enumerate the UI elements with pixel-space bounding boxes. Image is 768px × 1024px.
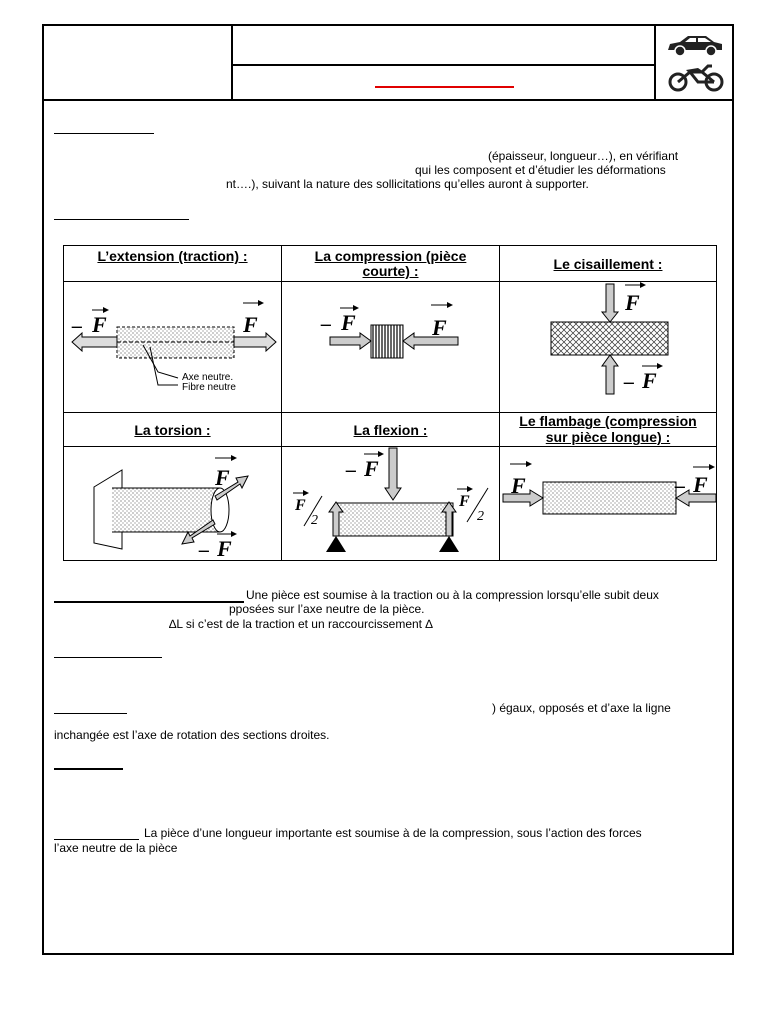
flexion-f-right: F xyxy=(459,493,470,510)
torsion-title: La torsion : xyxy=(134,422,211,438)
flambage-line-1: La pièce d’une longueur importante est soumise à de la compression, sous l’action des forces xyxy=(144,826,642,840)
extension-minus: – xyxy=(72,315,82,337)
compression-title-1: La compression (pièce xyxy=(314,248,467,264)
extension-f-right: F xyxy=(243,312,258,337)
extension-diagram xyxy=(71,303,276,385)
traction-line-1: Une pièce est soumise à la traction ou à la compression lorsqu’elle subit deux xyxy=(246,588,659,602)
traction-heading-underline xyxy=(54,601,244,603)
compression-title-2: courte) : xyxy=(362,263,419,279)
flexion-title: La flexion : xyxy=(353,422,428,438)
flambage-diagram xyxy=(503,464,716,514)
compression-diagram xyxy=(320,305,458,358)
extension-label-fibre: Fibre neutre xyxy=(182,382,236,393)
torsion-f-bottom: F xyxy=(217,536,232,561)
traction-line-3: ∆L si c’est de la traction et un raccourcissement ∆ xyxy=(169,617,433,631)
cisaillement-heading-underline xyxy=(54,657,162,658)
cisaillement-title: Le cisaillement : xyxy=(553,256,663,272)
torsion-diagram xyxy=(94,458,248,561)
flambage-title-1: Le flambage (compression xyxy=(519,413,697,429)
flexion-f-center: F xyxy=(364,456,379,481)
flexion-half-right: 2 xyxy=(477,509,484,524)
flexion-diagram xyxy=(293,448,488,552)
traction-line-2: pposées sur l’axe neutre de la pièce. xyxy=(229,602,425,616)
flexion-half-left: 2 xyxy=(311,513,318,528)
flambage-line-2: l’axe neutre de la pièce xyxy=(54,841,178,855)
cisaillement-minus: – xyxy=(624,371,634,393)
extension-title: L’extension (traction) : xyxy=(97,248,248,264)
cisaillement-f-bottom: F xyxy=(642,368,657,393)
cisaillement-f-top: F xyxy=(625,290,640,315)
torsion-line-1: ) égaux, opposés et d’axe la ligne xyxy=(492,701,671,715)
intro-line-3: nt….), suivant la nature des sollicitations qu’elles auront à supporter. xyxy=(226,177,589,191)
flambage-minus: – xyxy=(675,475,685,497)
flambage-f-left: F xyxy=(511,473,526,498)
intro-line-2: qui les composent et d’étudier les déformations xyxy=(415,163,666,177)
compression-minus: – xyxy=(321,313,331,335)
flambage-title-2: sur pièce longue) : xyxy=(545,429,671,445)
extension-label-axe: Axe neutre. xyxy=(182,372,234,383)
extension-f-left: F xyxy=(92,312,107,337)
torsion-heading-underline xyxy=(54,713,127,714)
compression-f-left: F xyxy=(341,310,356,335)
flambage-f-right: F xyxy=(693,472,708,497)
flexion-f-left: F xyxy=(295,497,306,514)
flexion-heading-underline xyxy=(54,768,123,770)
compression-f-right: F xyxy=(432,315,447,340)
torsion-f-top: F xyxy=(215,465,230,490)
torsion-minus: – xyxy=(199,539,209,561)
flexion-minus: – xyxy=(346,459,356,481)
torsion-line-2: inchangée est l’axe de rotation des sections droites. xyxy=(54,728,330,742)
flambage-heading-underline xyxy=(54,839,139,840)
intro-line-1: (épaisseur, longueur…), en vérifiant xyxy=(488,149,679,163)
cisaillement-diagram xyxy=(551,284,668,394)
